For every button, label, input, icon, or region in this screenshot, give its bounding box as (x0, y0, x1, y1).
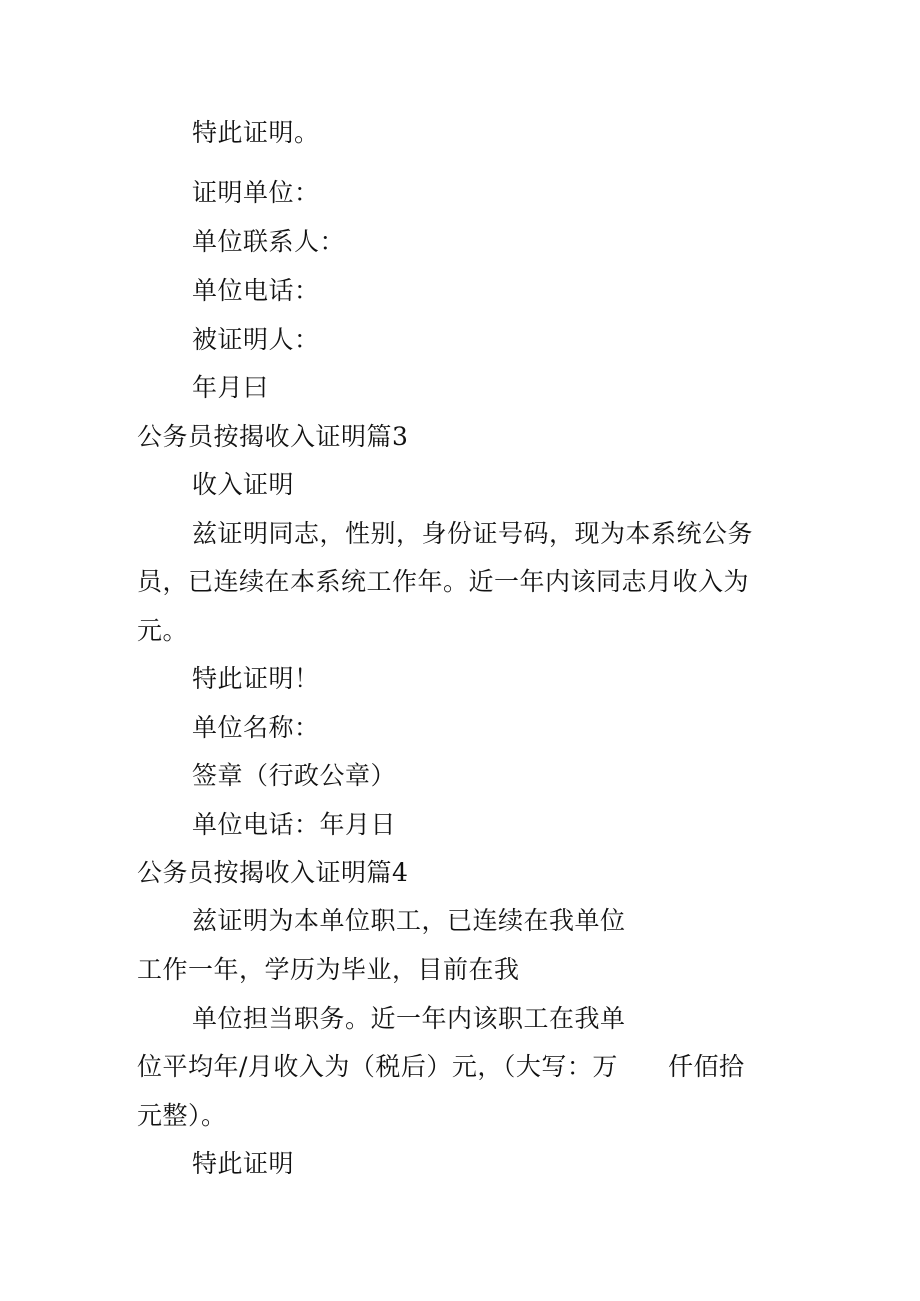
section3-closing: 特此证明！ (192, 664, 320, 693)
closing-text: 特此证明。 (192, 118, 320, 147)
field-certified-person: 被证明人： (192, 325, 320, 354)
field-unit-phone: 单位电话： (192, 276, 320, 305)
section-heading-3: 公务员按揭收入证明篇3 (137, 422, 409, 451)
section4-line-3: 单位担当职务。近一年内该职工在我单 (192, 1004, 626, 1033)
section-heading-4: 公务员按揭收入证明篇4 (137, 858, 409, 887)
section4-line-1: 兹证明为本单位职工，已连续在我单位 (192, 906, 626, 935)
section3-phone-date: 单位电话：年月日 (192, 810, 397, 839)
field-certifying-unit: 证明单位： (192, 178, 320, 207)
section4-closing: 特此证明 (192, 1149, 295, 1178)
section4-line-2: 工作一年，学历为毕业，目前在我 (137, 955, 520, 984)
section4-line-5: 元整）。 (137, 1101, 227, 1130)
section3-title: 收入证明 (192, 470, 295, 499)
section4-line-4-part-a: 位平均年/月收入为（税后）元，（大写：万 (137, 1052, 618, 1081)
section4-line-4 (137, 1052, 744, 1082)
section3-seal: 签章（行政公章） (192, 761, 397, 790)
section3-body-line-3: 元。 (137, 616, 189, 645)
field-unit-contact: 单位联系人： (192, 227, 346, 256)
section3-body-line-1: 兹证明同志，性别，身份证号码，现为本系统公务 (192, 519, 754, 548)
section4-line-4-part-b: 仟佰拾 (667, 1052, 745, 1081)
section3-body-line-2: 员，已连续在本系统工作年。近一年内该同志月收入为 (137, 567, 750, 596)
field-date: 年月曰 (192, 373, 269, 402)
section3-unit-name: 单位名称： (192, 713, 320, 742)
